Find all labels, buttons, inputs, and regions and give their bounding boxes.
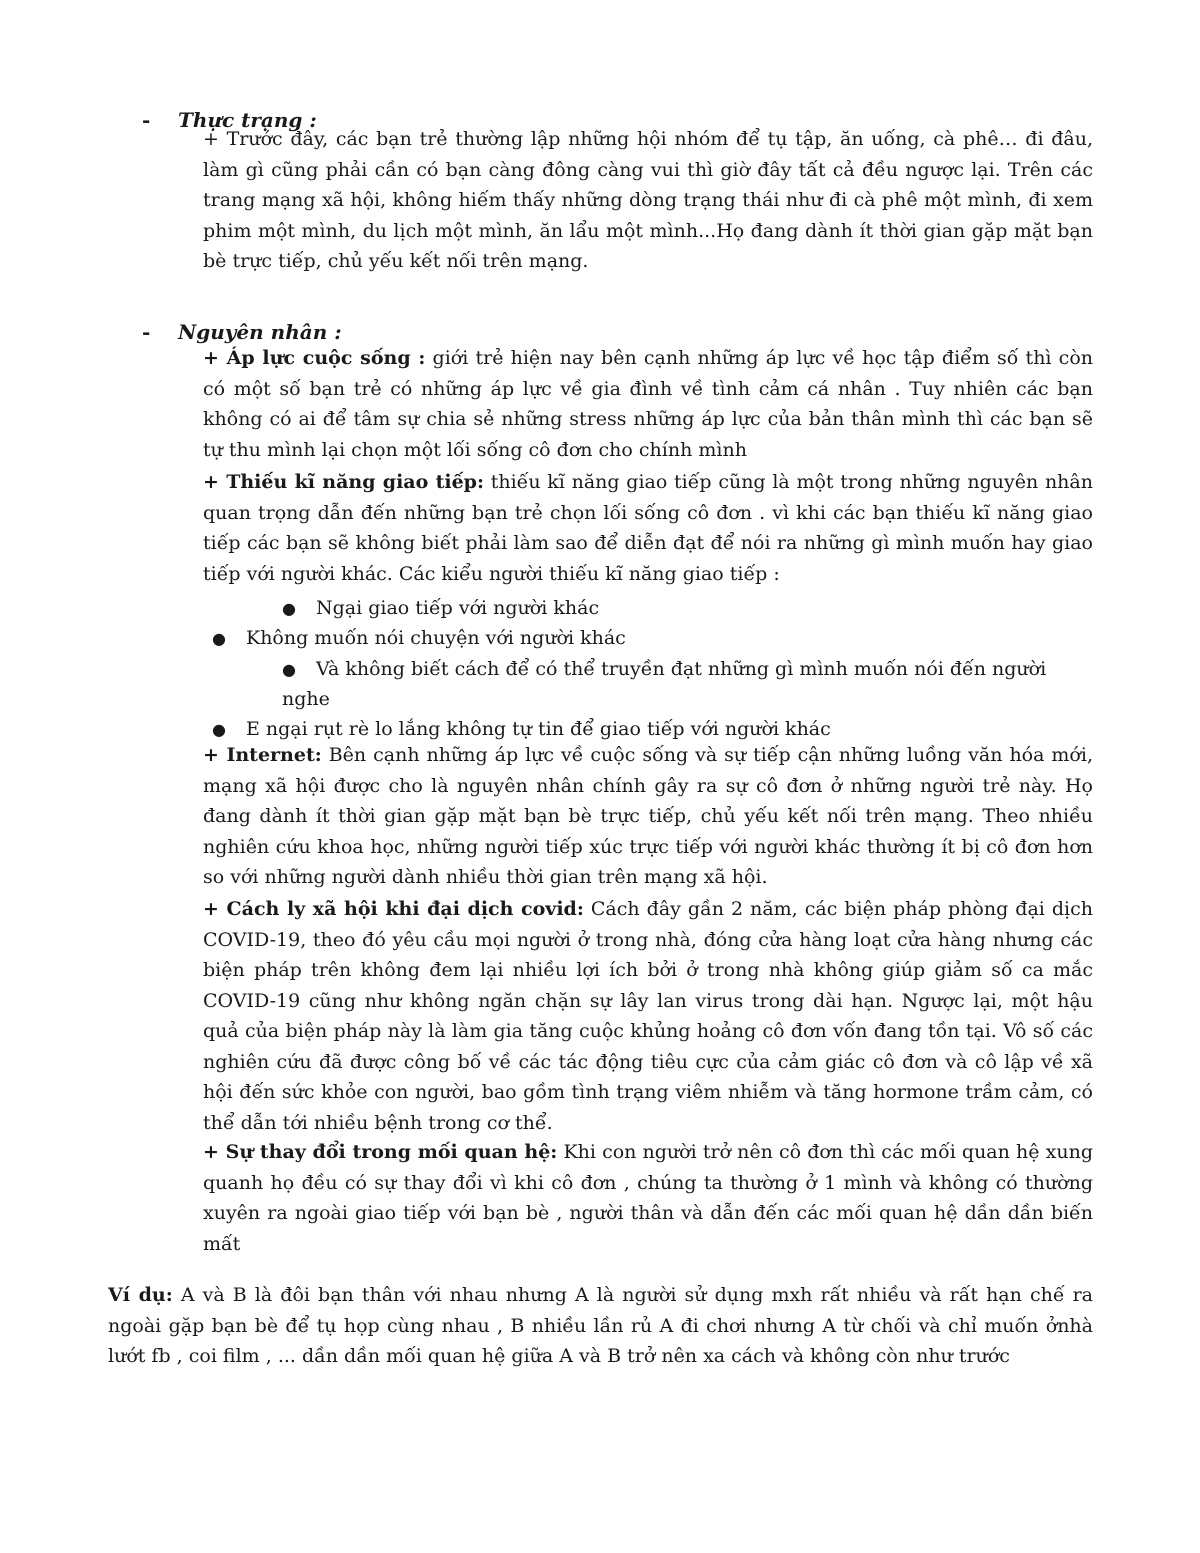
bullet-icon: ● [212, 720, 226, 739]
section-heading-thuc-trang: Thực trạng : [178, 108, 317, 132]
cause-text: giới trẻ hiện nay bên cạnh những áp lực về học tập điểm số thì còn có một số bạn trẻ có những áp lực về gia đình về tình cảm cá nhân . Tuy nhiên các bạn không có ai để tâm sự chia sẻ những stress những áp lực của bản thân mình thì các bạn sẽ tự thu mình lại chọn một lối sống cô đơn cho chính mình [203, 347, 1093, 461]
example-label: Ví dụ: [108, 1284, 173, 1306]
cause-label: + Cách ly xã hội khi đại dịch covid: [203, 898, 584, 920]
document-page: - Thực trạng : + Trước đây, các bạn trẻ thường lập những hội nhóm để tụ tập, ăn uống, cà phê… đi đâu, làm gì cũng phải cần có bạn càng đông càng vui thì giờ đây tất cả đều ngược lại. Trên các trang mạng xã hội, không hiếm thấy những dòng trạng thái như đi cà phê một mình, đi xem phim một mình, du lịch một mình, ăn lẩu một mình...Họ đang dành ít thời gian gặp mặt bạn bè trực tiếp, chủ yếu kết nối trên mạng. - Nguyên nhân : + Áp lực cuộc sống : giới trẻ hiện nay bên cạnh những áp lực về học tập điểm số thì còn có một số bạn trẻ có những áp lực về gia đình về tình cảm cá nhân . Tuy nhiên các bạn không có ai để tâm sự chia sẻ những stress những áp lực của bản thân mình thì các bạn sẽ tự thu mình lại chọn một lối sống cô đơn cho chính mình + Thiếu kĩ năng giao tiếp: thiếu kĩ năng giao tiếp cũng là một trong những nguyên nhân quan trọng dẫn đến những bạn trẻ chọn lối sống cô đơn . vì khi các bạn thiếu kĩ năng giao tiếp các bạn sẽ không biết phải làm sao để diễn đạt để nói ra những gì mình muốn hay giao tiếp với người khác. Các kiểu người thiếu kĩ năng giao tiếp : ● Ngại giao tiếp với người khác ● Không muốn nói chuyện với người khác ● Và không biết cách để có thể truyền đạt những gì mình muốn nói đến người nghe ● E ngại rụt rè lo lắng không tự tin để giao tiếp với người khác + Internet: Bên cạnh những áp lực về cuộc sống và sự tiếp cận những luồng văn hóa mới, mạng xã hội được cho là nguyên nhân chính gây ra sự cô đơn ở những người trẻ này. Họ đang dành ít thời gian gặp mặt bạn bè trực tiếp, chủ yếu kết nối trên mạng. Theo nhiều nghiên cứu khoa học, những người tiếp xúc trực tiếp với người khác thường ít bị cô đơn hơn so với những người dành nhiều thời gian trên mạng xã hội. + Cách ly xã hội khi đại dịch covid: Cách đây gần 2 năm, các biện pháp phòng đại dịch COVID-19, theo đó yêu cầu mọi người ở trong nhà, đóng cửa hàng loạt cửa hàng nhưng các biện pháp trên không đem lại nhiều lợi ích bởi ở trong nhà không giúp giảm số ca mắc COVID-19 cũng như không ngăn chặn sự lây lan virus trong dài hạn. Ngược lại, một hậu quả của biện pháp này là làm gia tăng cuộc khủng hoảng cô đơn vốn đang tồn tại. Vô số các nghiên cứu đã được công bố về các tác động tiêu cực của cảm giác cô đơn và cô lập về xã hội đến sức khỏe con người, bao gồm tình trạng viêm nhiễm và tăng hormone trầm cảm, có thể dẫn tới nhiều bệnh trong cơ thể. + Sự thay đổi trong mối quan hệ: Khi con người trở nên cô đơn thì các mối quan hệ xung quanh họ đều có sự thay đổi vì khi cô đơn , chúng ta thường ở 1 mình và không có thường xuyên ra ngoài giao tiếp với bạn bè , người thân và dẫn đến các mối quan hệ dần dần biến mất Ví dụ: A và B là đôi bạn thân với nhau nhưng A là người sử dụng mxh rất nhiều và rất hạn chế ra ngoài gặp bạn bè để tụ họp cùng nhau , B nhiều lần rủ A đi chơi nhưng A từ chối và chỉ muốn ởnhà lướt fb , coi film , ... dần dần mối quan hệ giữa A và B trở nên xa cách và không còn như trước [0, 0, 1200, 1553]
cause-paragraph-covid [203, 894, 1093, 1138]
cause-label: + Áp lực cuộc sống : [203, 347, 426, 369]
example-paragraph [108, 1280, 1093, 1372]
cause-paragraph-internet [203, 740, 1093, 893]
cause-text: Bên cạnh những áp lực về cuộc sống và sự tiếp cận những luồng văn hóa mới, mạng xã hội được cho là nguyên nhân chính gây ra sự cô đơn ở những người trẻ này. Họ đang dành ít thời gian gặp mặt bạn bè trực tiếp, chủ yếu kết nối trên mạng. Theo nhiều nghiên cứu khoa học, những người tiếp xúc trực tiếp với người khác thường ít bị cô đơn hơn so với những người dành nhiều thời gian trên mạng xã hội. [203, 744, 1093, 888]
bullet-icon: ● [282, 660, 296, 679]
cause-label: + Thiếu kĩ năng giao tiếp: [203, 471, 484, 493]
cause-paragraph-moi-quan-he [203, 1137, 1093, 1259]
thuc-trang-paragraph: + Trước đây, các bạn trẻ thường lập những hội nhóm để tụ tập, ăn uống, cà phê… đi đâu, làm gì cũng phải cần có bạn càng đông càng vui thì giờ đây tất cả đều ngược lại. Trên các trang mạng xã hội, không hiếm thấy những dòng trạng thái như đi cà phê một mình, đi xem phim một mình, du lịch một mình, ăn lẩu một mình...Họ đang dành ít thời gian gặp mặt bạn bè trực tiếp, chủ yếu kết nối trên mạng. [203, 128, 1093, 272]
list-dash: - [142, 320, 151, 344]
bullet-icon: ● [282, 599, 296, 618]
cause-paragraph-ap-luc [203, 343, 1093, 465]
cause-label: + Internet: [203, 744, 322, 766]
cause-text: thiếu kĩ năng giao tiếp cũng là một trong những nguyên nhân quan trọng dẫn đến những bạn trẻ chọn lối sống cô đơn . vì khi các bạn thiếu kĩ năng giao tiếp các bạn sẽ không biết phải làm sao để diễn đạt để nói ra những gì mình muốn hay giao tiếp với người khác. Các kiểu người thiếu kĩ năng giao tiếp : [203, 471, 1093, 585]
cause-text: Cách đây gần 2 năm, các biện pháp phòng đại dịch COVID-19, theo đó yêu cầu mọi người ở trong nhà, đóng cửa hàng loạt cửa hàng nhưng các biện pháp trên không đem lại nhiều lợi ích bởi ở trong nhà không giúp giảm số ca mắc COVID-19 cũng như không ngăn chặn sự lây lan virus trong dài hạn. Ngược lại, một hậu quả của biện pháp này là làm gia tăng cuộc khủng hoảng cô đơn vốn đang tồn tại. Vô số các nghiên cứu đã được công bố về các tác động tiêu cực của cảm giác cô đơn và cô lập về xã hội đến sức khỏe con người, bao gồm tình trạng viêm nhiễm và tăng hormone trầm cảm, có thể dẫn tới nhiều bệnh trong cơ thể. [203, 898, 1094, 1134]
bullet-icon: ● [212, 629, 226, 648]
example-text: A và B là đôi bạn thân với nhau nhưng A là người sử dụng mxh rất nhiều và rất hạn chế ra ngoài gặp bạn bè để tụ họp cùng nhau , B nhiều lần rủ A đi chơi nhưng A từ chối và chỉ muốn ởnhà lướt fb , coi film , ... dần dần mối quan hệ giữa A và B trở nên xa cách và không còn như trước [108, 1284, 1094, 1367]
section-heading-nguyen-nhan: Nguyên nhân : [178, 320, 342, 344]
cause-label: + Sự thay đổi trong mối quan hệ: [203, 1141, 558, 1163]
cause-text: Khi con người trở nên cô đơn thì các mối quan hệ xung quanh họ đều có sự thay đổi vì khi cô đơn , chúng ta thường ở 1 mình và không có thường xuyên ra ngoài giao tiếp với bạn bè , người thân và dẫn đến các mối quan hệ dần dần biến mất [203, 1141, 1093, 1255]
list-dash: - [142, 108, 151, 132]
cause-paragraph-giao-tiep [203, 467, 1093, 589]
